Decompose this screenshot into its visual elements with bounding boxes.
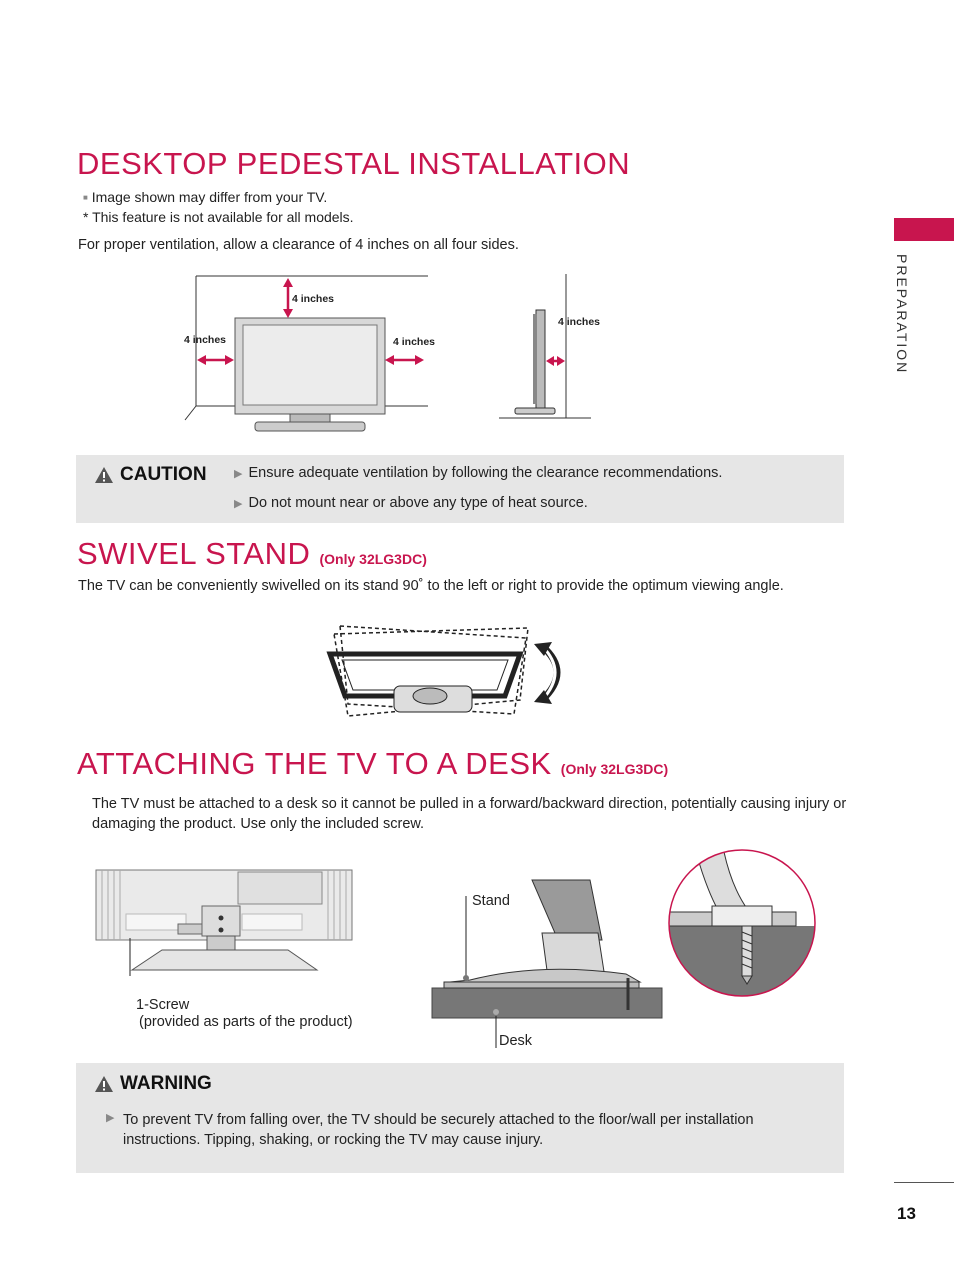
attach-title: ATTACHING THE TV TO A DESK (Only 32LG3DC) bbox=[77, 746, 669, 781]
arrow-right-icon: ▶ bbox=[106, 1112, 115, 1124]
warning-triangle-icon bbox=[94, 1075, 114, 1093]
page-number: 13 bbox=[897, 1204, 916, 1223]
desktop-title: DESKTOP PEDESTAL INSTALLATION bbox=[77, 146, 631, 181]
warning-text: To prevent TV from falling over, the TV should be securely attached to the floor/wall per installation instructions. Tipping, shaking, or rocking the TV may cause injury. bbox=[123, 1112, 754, 1148]
caution-header bbox=[94, 464, 207, 486]
swivel-text: The TV can be conveniently swivelled on its stand 90˚ to the left or right to provide the optimum viewing angle. bbox=[78, 578, 784, 594]
caution-item-2: ▶ Do not mount near or above any type of heat source. bbox=[234, 495, 588, 511]
note-feature: * This feature is not available for all models. bbox=[83, 209, 354, 225]
caution-label: CAUTION bbox=[120, 464, 207, 485]
swivel-title: SWIVEL STAND (Only 32LG3DC) bbox=[77, 536, 427, 571]
arrow-right-icon: ▶ bbox=[234, 468, 243, 480]
tv-front-clearance-illustration bbox=[180, 270, 440, 440]
label-right-clearance: 4 inches bbox=[393, 336, 436, 348]
label-side-clearance: 4 inches bbox=[558, 316, 601, 328]
tv-side-clearance-illustration bbox=[495, 270, 615, 420]
screw-detail-zoom bbox=[666, 848, 820, 998]
warning-triangle-icon bbox=[94, 466, 114, 484]
section-label: PREPARATION bbox=[894, 254, 910, 375]
desk-label: Desk bbox=[499, 1033, 533, 1049]
label-top-clearance: 4 inches bbox=[292, 293, 335, 305]
screw-label: 1-Screw bbox=[136, 997, 190, 1013]
caution-item-1: ▶ Ensure adequate ventilation by following the clearance recommendations. bbox=[234, 465, 723, 481]
tv-rear-screw-illustration bbox=[92, 866, 357, 976]
label-left-clearance: 4 inches bbox=[184, 334, 227, 346]
warning-label: WARNING bbox=[120, 1073, 212, 1094]
arrow-right-icon: ▶ bbox=[234, 498, 243, 510]
screw-note: (provided as parts of the product) bbox=[139, 1014, 353, 1030]
stand-label: Stand bbox=[472, 893, 510, 909]
page-divider bbox=[894, 1182, 954, 1183]
section-tab bbox=[894, 218, 954, 241]
note-image-differs: ■ Image shown may differ from your TV. bbox=[83, 189, 328, 205]
bullet-square-icon: ■ bbox=[83, 193, 88, 202]
warning-header bbox=[94, 1073, 212, 1095]
stand-desk-illustration bbox=[430, 878, 665, 1048]
ventilation-text: For proper ventilation, allow a clearance of 4 inches on all four sides. bbox=[78, 237, 519, 253]
swivel-illustration bbox=[320, 624, 570, 720]
attach-text: The TV must be attached to a desk so it cannot be pulled in a forward/backward direction, potentially causing injury or damaging the product. Use only the included screw. bbox=[92, 796, 847, 832]
